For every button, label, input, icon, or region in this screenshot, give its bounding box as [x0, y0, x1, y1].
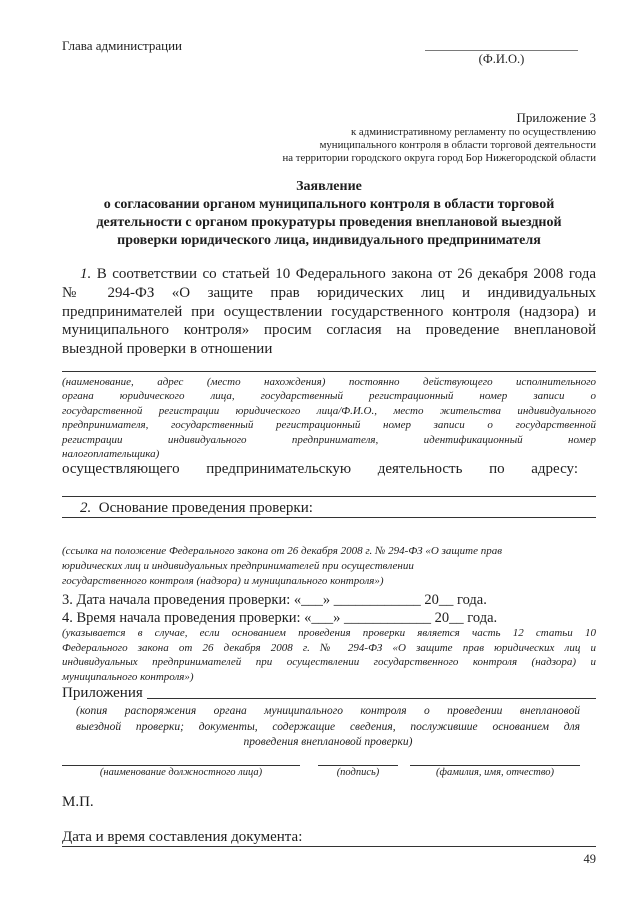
heading-line: о согласовании органом муниципального контроля в области торговой: [103, 197, 555, 212]
paragraph-text: В соответствии со статьей 10 Федерального закона от 26 декабря 2008 года: [96, 266, 597, 282]
note-line: государственного контроля (надзора) и муниципального контроля»): [62, 575, 384, 587]
note-line: индивидуальных предпринимателей при осуществлении государственного контроля (надзора) и: [62, 656, 596, 669]
fill-in-line: [147, 698, 596, 699]
item-4-note: [62, 626, 596, 684]
page-number: 49: [583, 852, 596, 866]
paragraph-line: [80, 265, 596, 284]
item-number: 1.: [80, 266, 92, 282]
item-1-note: [62, 375, 596, 461]
position-caption: (наименование должностного лица): [99, 767, 263, 778]
appendix-reference: [236, 110, 596, 165]
note-line: Федерального закона от 26 декабря 2008 г. № 294-ФЗ «О защите прав юридических лиц и: [62, 641, 596, 654]
note-line: (наименование, адрес (место нахождения) постоянно действующего исполнительного: [62, 376, 596, 388]
signature-caption: (подпись): [336, 767, 380, 778]
attachments-line: [62, 685, 596, 701]
heading-line: проверки юридического лица, индивидуального предпринимателя: [117, 233, 541, 248]
date-time-line: [62, 829, 596, 847]
note-line: государственной регистрации юридического лица/Ф.И.О., место жительства индивидуального: [62, 404, 596, 417]
item-number: 2.: [80, 500, 92, 516]
item-4-start-time: 4. Время начала проведения проверки: «___» ____________ 20__ года.: [62, 610, 498, 626]
note-line: (ссылка на положение Федерального закона от 26 декабря 2008 г. № 294-ФЗ «О защите прав: [62, 545, 503, 557]
paragraph-line: предпринимателей при осуществлении государственного контроля (надзора) и: [62, 303, 596, 320]
item-2-text-wrap: [80, 500, 596, 517]
item-2-note: [62, 544, 596, 589]
note-line: налогоплательщика): [62, 448, 160, 461]
stamp-place: М.П.: [62, 794, 94, 810]
attachments-note: [76, 704, 580, 751]
appendix-title: Приложение 3: [516, 110, 596, 125]
note-line: (копия распоряжения органа муниципального контроля о проведении внеплановой: [76, 705, 580, 717]
item-2-text: Основание проведения проверки:: [98, 500, 313, 516]
item-3-start-date: 3. Дата начала проведения проверки: «___» ____________ 20__ года.: [62, 592, 487, 608]
note-line: проведения внеплановой проверки): [243, 736, 413, 748]
document-heading: [62, 178, 596, 250]
attachments-label: Приложения: [62, 685, 143, 701]
note-line: предпринимателя, государственный регистрационный номер записи о государственной: [62, 419, 596, 432]
items-3-4: [62, 591, 596, 627]
note-line: юридических лиц и индивидуальных предпринимателей при осуществлении: [62, 560, 414, 572]
signer-title: Глава администрации: [62, 38, 183, 53]
full-name-caption: (фамилия, имя, отчество): [436, 767, 554, 778]
heading-line: деятельности с органом прокуратуры проведения внеплановой выездной: [96, 215, 562, 230]
date-time-label: Дата и время составления документа:: [62, 829, 303, 845]
appendix-line: к административному регламенту по осуществлению: [350, 126, 596, 138]
appendix-line: на территории городского округа город Бор Нижегородской области: [282, 152, 596, 164]
fio-signature-line: [425, 50, 578, 51]
paragraph-line: № 294-ФЗ «О защите прав юридических лиц и индивидуальных: [62, 284, 596, 301]
note-line: выездной проверки; документы, содержащие сведения, послужившие основанием для: [76, 720, 580, 733]
appendix-line: муниципального контроля в области торговой деятельности: [319, 139, 596, 151]
document-title: Заявление: [296, 179, 362, 194]
paragraph-line: выездной проверки в отношении: [62, 341, 273, 358]
item-2-line: [62, 500, 596, 518]
note-line: (указывается в случае, если основанием проведения проверки является часть 12 статьи 10: [62, 627, 596, 639]
paragraph-line: муниципального контроля» просим согласия на проведение внеплановой: [62, 322, 596, 339]
note-line: органа юридического лица, государственный регистрационный номер записи о: [62, 390, 596, 403]
address-line: осуществляющего предпринимательскую деятельность по адресу:: [62, 461, 578, 477]
fio-caption: (Ф.И.О.): [478, 52, 525, 66]
fill-in-line: [62, 496, 596, 497]
note-line: муниципального контроля»): [62, 670, 194, 683]
item-1-paragraph: [62, 265, 596, 359]
fill-in-line: [62, 371, 596, 372]
note-line: регистрации индивидуального предпринимателя, идентификационный номер: [62, 433, 596, 446]
